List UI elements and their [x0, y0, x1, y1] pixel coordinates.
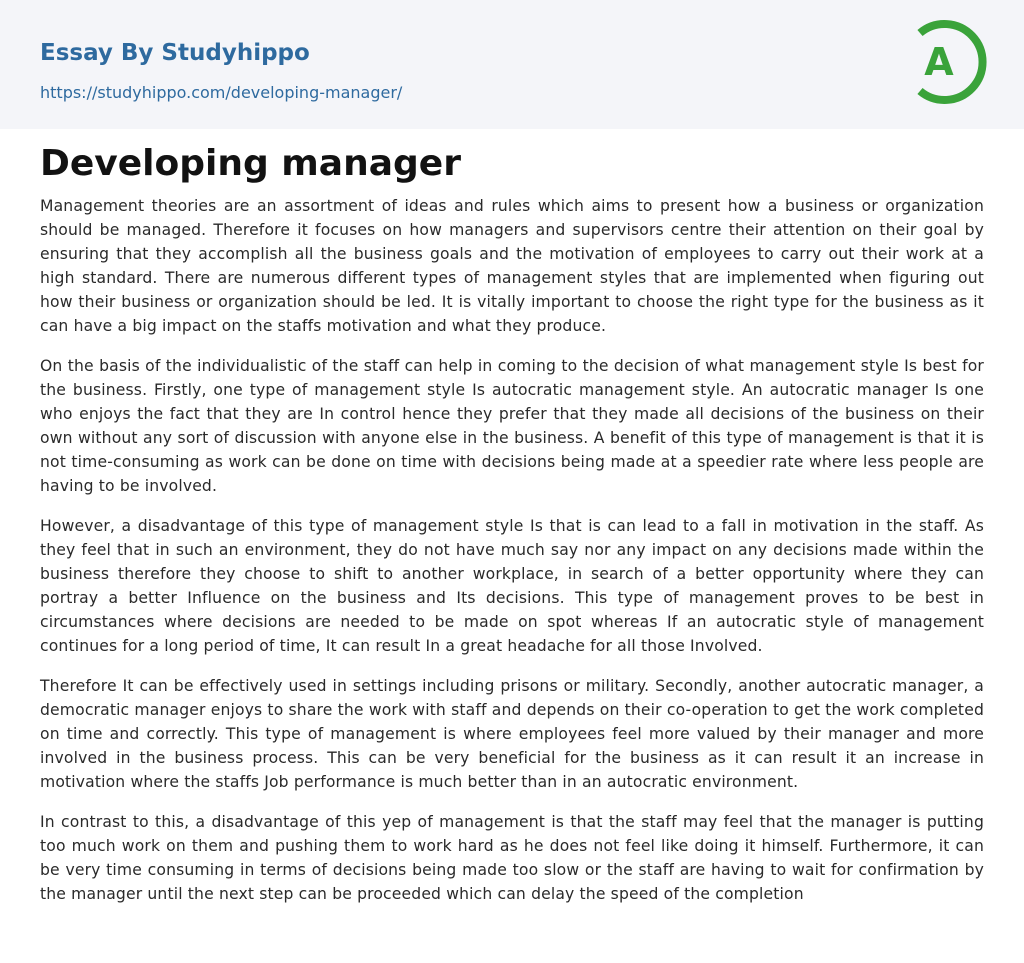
essay-paragraph: On the basis of the individualistic of the staff can help in coming to the decision of what management style Is best for the business. Firstly, one type of management style Is autocratic management style. An autocratic manager Is one who enjoys the fact that they are In control hence they prefer that they made all decisions of the business on their own without any sort of discussion with anyone else in the business. A benefit of this type of management is that it is not time-consuming as work can be done on time with decisions being made at a speedier rate where less people are having to be involved.	[40, 357, 984, 495]
essay-paragraph: However, a disadvantage of this type of management style Is that is can lead to a fall in motivation in the staff. As they feel that in such an environment, they do not have much say nor any impact on any decisions made within the business therefore they choose to shift to another workplace, in search of a better opportunity where they can portray a better Influence on the business and Its decisions. This type of management proves to be best in circumstances where decisions are needed to be made on spot whereas If an autocratic style of management continues for a long period of time, It can result In a great headache for all those Involved.	[40, 517, 984, 655]
site-header	[0, 0, 1024, 129]
essay-paragraph: Therefore It can be effectively used in settings including prisons or military. Secondly, another autocratic manager, a democratic manager enjoys to share the work with staff and depends on their co-operation to get the work completed on time and correctly. This type of management is where employees feel more valued by their manager and more involved in the business process. This can be very beneficial for the business as it can result it an increase in motivation where the staffs Job performance is much better than in an autocratic environment.	[40, 677, 984, 791]
page-title: Developing manager	[40, 143, 461, 184]
logo-letter: A	[924, 40, 954, 84]
page-url-link[interactable]: https://studyhippo.com/developing-manager/	[40, 83, 403, 102]
site-brand[interactable]: Essay By Studyhippo	[40, 40, 310, 66]
essay-content	[40, 194, 984, 922]
essay-paragraph: In contrast to this, a disadvantage of this yep of management is that the staff may feel that the manager is putting too much work on them and pushing them to work hard as he does not feel like doing it himself. Furthermore, it can be very time consuming in terms of decisions being made too slow or the staff are having to wait for confirmation by the manager until the next step can be proceeded which can delay the speed of the completion	[40, 813, 984, 903]
studyhippo-logo-icon[interactable]	[912, 18, 988, 106]
essay-paragraph: Management theories are an assortment of ideas and rules which aims to present how a business or organization should be managed. Therefore it focuses on how managers and supervisors centre their attention on their goal by ensuring that they accomplish all the business goals and the motivation of employees to carry out their work at a high standard. There are numerous different types of management styles that are implemented when figuring out how their business or organization should be led. It is vitally important to choose the right type for the business as it can have a big impact on the staffs motivation and what they produce.	[40, 197, 984, 335]
